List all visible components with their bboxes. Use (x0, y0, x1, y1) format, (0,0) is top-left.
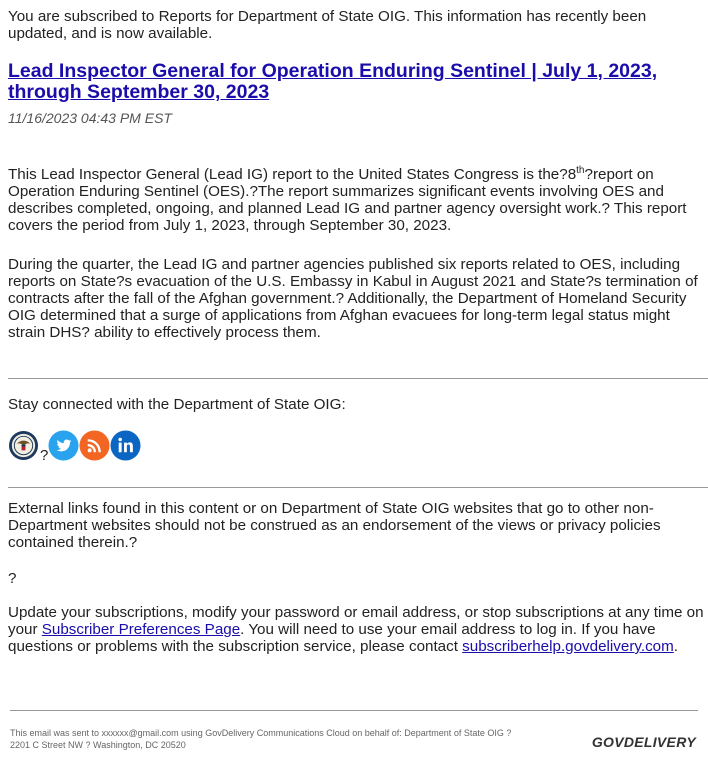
govdelivery-logo-text: GOVDELIVERY (591, 734, 696, 750)
publish-date: 11/16/2023 04:43 PM EST (8, 110, 172, 126)
update-text-end: . (673, 638, 678, 655)
divider (8, 378, 708, 379)
report-summary-paragraph (8, 166, 708, 234)
stray-question-mark: ? (8, 570, 17, 587)
update-text-start: Update your subscriptions, modify your password or email address, or stop subscriptions at any time on your (8, 604, 704, 638)
icon-separator: ? (40, 447, 49, 464)
subscriber-preferences-link[interactable]: Subscriber Preferences Page (41, 621, 241, 638)
external-links-disclaimer: External links found in this content or on Department of State OIG websites that go to other non-Department websites should not be construed as an endorsement of the views or privacy policies contained therein.? (8, 500, 661, 551)
subscription-notice: You are subscribed to Reports for Department of State OIG. This information has recently been updated, and is now available. (8, 8, 647, 42)
quarter-paragraph: During the quarter, the Lead IG and partner agencies published six reports related to OES, including reports on State?s evacuation of the U.S. Embassy in Kabul in August 2021 and State?s termination of contracts after the fall of the Afghan government.? Additionally, the Department of Homeland Security OIG determined that a surge of applications from Afghan evacuees for long-term legal status might strain DHS? ability to effectively process them. (8, 256, 698, 341)
twitter-icon[interactable] (48, 430, 79, 461)
linkedin-icon[interactable] (110, 430, 141, 461)
govdelivery-logo[interactable] (592, 734, 696, 750)
stay-connected-text: Stay connected with the Department of State OIG: (8, 396, 346, 413)
summary-text-start: This Lead Inspector General (Lead IG) report to the United States Congress is the?8 (8, 166, 577, 183)
divider (8, 487, 708, 488)
subscriber-help-link[interactable]: subscriberhelp.govdelivery.com (462, 638, 674, 655)
update-text-middle: . You will need to use your email address to log in. If you have questions or problems with the subscription service, please contact (8, 621, 656, 655)
rss-icon[interactable] (79, 430, 110, 461)
footer-address: 2201 C Street NW ? Washington, DC 20520 (10, 740, 186, 750)
ordinal-suffix: th (576, 164, 585, 176)
state-seal-icon[interactable] (8, 430, 39, 461)
summary-text-end: ?report on Operation Enduring Sentinel (OES).?The report summarizes significant events involving OES and describes completed, ongoing, and planned Lead IG and partner agency oversight work.? This report covers the period from July 1, 2023, through September 30, 2023. (8, 166, 687, 234)
headline-link[interactable]: Lead Inspector General for Operation Enduring Sentinel | July 1, 2023, through September 30, 2023 (8, 60, 658, 103)
social-icons (8, 429, 141, 464)
subscription-management-text (8, 604, 708, 655)
footer-divider (10, 710, 698, 711)
footer-sent-to: This email was sent to xxxxxx@gmail.com using GovDelivery Communications Cloud on behalf of: Department of State OIG ? (10, 728, 512, 738)
footer (10, 727, 590, 751)
